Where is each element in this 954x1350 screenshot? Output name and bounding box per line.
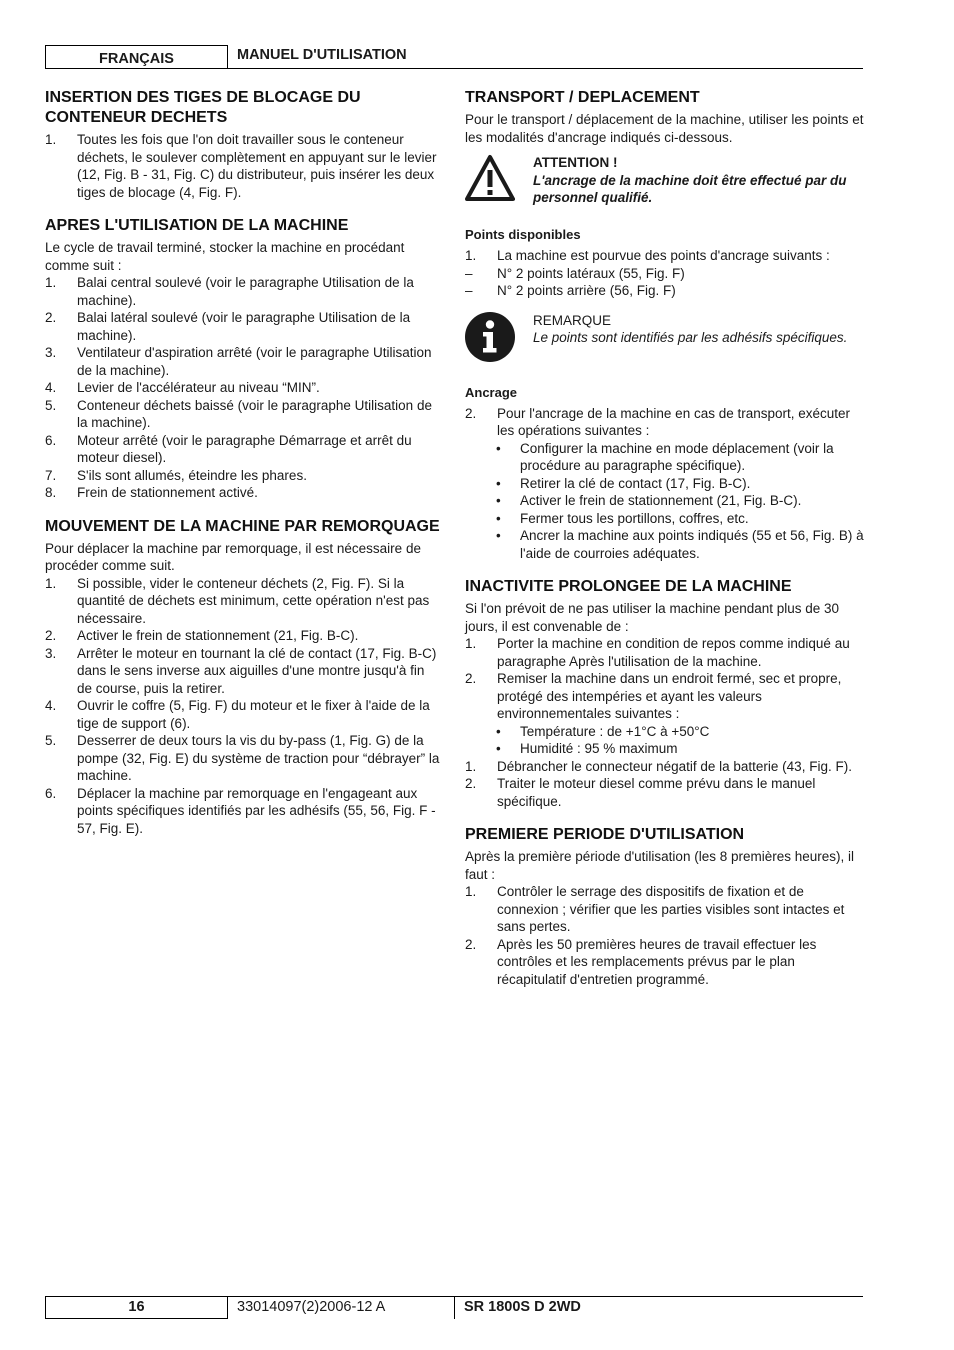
list-item: 1. Contrôler le serrage des dispositifs de fixation et de connexion ; vérifier que les parties visibles sont intactes et sans pertes. bbox=[465, 884, 845, 934]
section-title: MOUVEMENT DE LA MACHINE PAR REMORQUAGE bbox=[45, 517, 440, 535]
warning-text: L'ancrage de la machine doit être effectué par du personnel qualifié. bbox=[533, 172, 847, 205]
list-item: 2. Remiser la machine dans un endroit fermé, sec et propre, protégé des intempéries et ayant les valeurs environnementales suivantes : bbox=[465, 671, 842, 721]
footer-separator bbox=[454, 1296, 455, 1319]
section-long-inactivity bbox=[465, 577, 865, 810]
document-code: 33014097(2)2006-12 A bbox=[237, 1299, 386, 1315]
left-column bbox=[45, 88, 443, 837]
list-item: 1. Si possible, vider le conteneur déchets (2, Fig. F). Si la quantité de déchets est minimum, cette opération n'est pas nécessaire. bbox=[45, 575, 430, 626]
page-footer bbox=[45, 1296, 863, 1319]
list-item: – N° 2 points latéraux (55, Fig. F) bbox=[465, 265, 685, 281]
bullet-item: • Humidité : 95 % maximum bbox=[496, 741, 678, 756]
list-item: 1. Balai central soulevé (voir le paragraphe Utilisation de la machine). bbox=[45, 275, 414, 308]
list-item: 3. Arrêter le moteur en tournant la clé de contact (17, Fig. B-C) dans le sens inverse aux aiguilles d'une montre jusqu'à fin de course, puis la retirer. bbox=[45, 645, 437, 696]
list-item: 6. Moteur arrêté (voir le paragraphe Démarrage et arrêt du moteur diesel). bbox=[45, 432, 412, 465]
section-title: PREMIERE PERIODE D'UTILISATION bbox=[465, 826, 745, 843]
section-intro: Pour le transport / déplacement de la machine, utiliser les points et les modalités d'ancrage indiqués ci-dessous. bbox=[465, 112, 864, 145]
list-item: 2. Activer le frein de stationnement (21, Fig. B-C). bbox=[45, 628, 359, 643]
list-item: 1. Porter la machine en condition de repos comme indiqué au paragraphe Après l'utilisation de la machine. bbox=[465, 636, 850, 669]
bullet-item: • Activer le frein de stationnement (21, Fig. B-C). bbox=[496, 493, 802, 508]
bullet-item: • Ancrer la machine aux points indiqués (55 et 56, Fig. B) à l'aide de courroies adéquates. bbox=[496, 528, 864, 561]
note-label: REMARQUE bbox=[533, 312, 612, 328]
list-item: 6. Déplacer la machine par remorquage en l'engageant aux points spécifiques identifiés par les adhésifs (55, 56, Fig. F - 57, Fig. E). bbox=[45, 785, 436, 836]
list-item: 2. Après les 50 premières heures de travail effectuer les contrôles et les remplacements prévus par le plan récapitulatif d'entretien programmé. bbox=[465, 936, 817, 987]
page-number: 16 bbox=[45, 1296, 228, 1319]
language-label: FRANÇAIS bbox=[45, 45, 228, 69]
list-item: 1. Débrancher le connecteur négatif de la batterie (43, Fig. F). bbox=[465, 758, 852, 774]
warning-label: ATTENTION ! bbox=[533, 155, 618, 170]
warning-notice bbox=[465, 154, 865, 212]
note-text: Le points sont identifiés par les adhésifs spécifiques. bbox=[533, 330, 848, 345]
model-name: SR 1800S D 2WD bbox=[464, 1299, 581, 1315]
note-notice bbox=[465, 312, 865, 370]
section-title: APRES L'UTILISATION DE LA MACHINE bbox=[45, 217, 349, 234]
section-intro: Pour déplacer la machine par remorquage, il est nécessaire de procéder comme suit. bbox=[45, 540, 421, 573]
list-item: 2. Pour l'ancrage de la machine en cas de transport, exécuter les opérations suivantes : bbox=[465, 405, 851, 438]
section-intro: Si l'on prévoit de ne pas utiliser la machine pendant plus de 30 jours, il est convenable de : bbox=[465, 601, 840, 634]
list-item: 4. Ouvrir le coffre (5, Fig. F) du moteur et le fixer à l'aide de la tige de support (6). bbox=[45, 698, 430, 731]
header-rule bbox=[228, 68, 863, 69]
list-item: 5. Desserrer de deux tours la vis du by-pass (1, Fig. G) de la pompe (32, Fig. E) du système de traction pour “débrayer” la machine. bbox=[45, 733, 440, 783]
section-intro: Après la première période d'utilisation (les 8 premières heures), il faut : bbox=[465, 849, 855, 882]
list-item: 1. La machine est pourvue des points d'ancrage suivants : bbox=[465, 248, 830, 263]
list-item: 5. Conteneur déchets baissé (voir le paragraphe Utilisation de la machine). bbox=[45, 397, 432, 430]
list-item: 8. Frein de stationnement activé. bbox=[45, 485, 258, 500]
section-after-use bbox=[45, 216, 443, 502]
info-icon bbox=[465, 312, 515, 362]
subheading: Points disponibles bbox=[465, 227, 581, 242]
list-item: 1. Toutes les fois que l'on doit travailler sous le conteneur déchets, le soulever complètement en appuyant sur le levier (12, Fig. B - 31, Fig. C) du distributeur, puis insérer les deux tiges de blocage (4, Fig. F). bbox=[45, 132, 437, 200]
subheading: Ancrage bbox=[465, 384, 518, 400]
section-title: INACTIVITE PROLONGEE DE LA MACHINE bbox=[465, 578, 792, 595]
list-item: 2. Balai latéral soulevé (voir le paragraphe Utilisation de la machine). bbox=[45, 310, 411, 343]
list-item: 4. Levier de l'accélérateur au niveau “MIN”. bbox=[45, 380, 320, 395]
section-title: TRANSPORT / DEPLACEMENT bbox=[465, 89, 700, 106]
section-towing bbox=[45, 517, 443, 838]
list-item: 2. Traiter le moteur diesel comme prévu dans le manuel spécifique. bbox=[465, 776, 816, 809]
list-item: 7. S'ils sont allumés, éteindre les phares. bbox=[45, 467, 307, 483]
page-header bbox=[45, 45, 863, 69]
section-blocking-rods bbox=[45, 88, 443, 201]
manual-title: MANUEL D'UTILISATION bbox=[237, 47, 407, 63]
section-title: INSERTION DES TIGES DE BLOCAGE DU CONTENEUR DECHETS bbox=[45, 89, 361, 126]
bullet-item: • Fermer tous les portillons, coffres, etc. bbox=[496, 510, 749, 526]
right-column bbox=[465, 88, 865, 988]
section-transport bbox=[465, 88, 865, 562]
bullet-item: • Retirer la clé de contact (17, Fig. B-C). bbox=[496, 475, 751, 491]
bullet-item: • Configurer la machine en mode déplacement (voir la procédure au paragraphe spécifique). bbox=[496, 440, 834, 473]
section-first-use-period bbox=[465, 825, 865, 988]
warning-triangle-icon bbox=[465, 154, 515, 204]
section-intro: Le cycle de travail terminé, stocker la machine en procédant comme suit : bbox=[45, 240, 405, 273]
list-item: – N° 2 points arrière (56, Fig. F) bbox=[465, 283, 676, 298]
bullet-item: • Température : de +1°C à +50°C bbox=[496, 723, 710, 739]
list-item: 3. Ventilateur d'aspiration arrêté (voir le paragraphe Utilisation de la machine). bbox=[45, 345, 432, 378]
